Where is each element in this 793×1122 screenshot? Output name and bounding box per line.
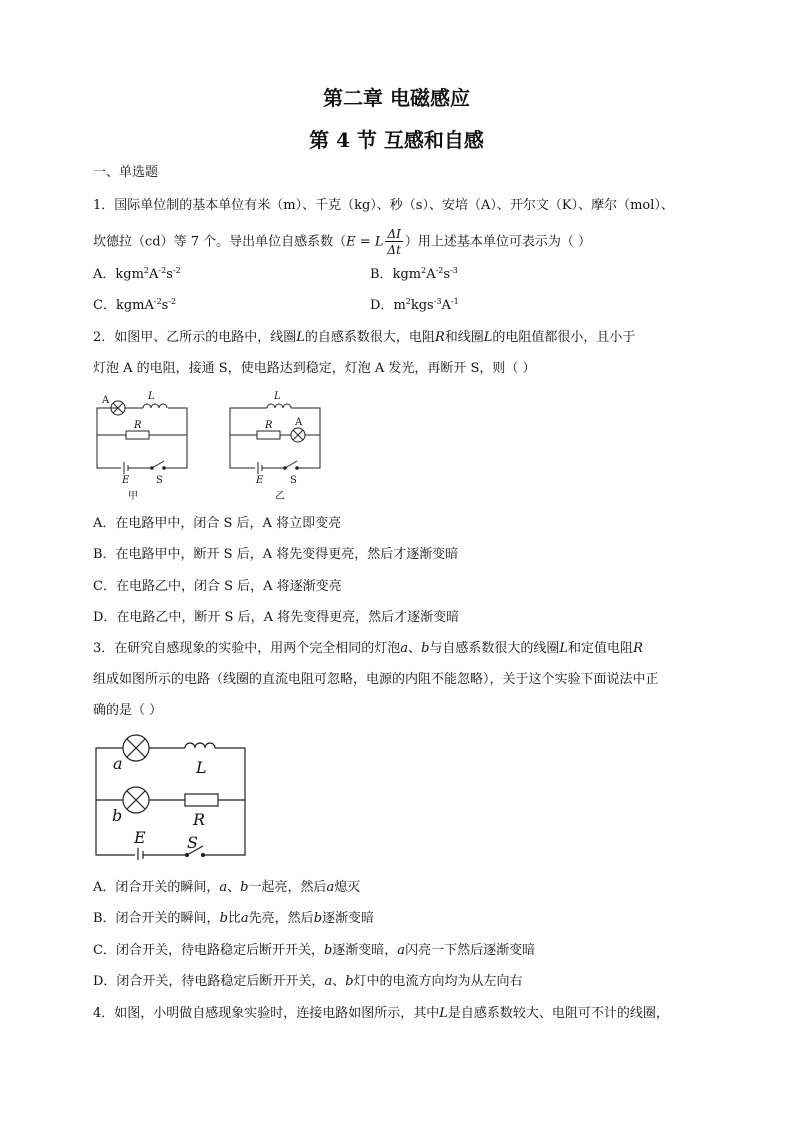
q2-line1-a: 2．如图甲、乙所示的电路中，线圈 [93,330,297,345]
q1-b-label: B． [370,267,393,282]
q3-option-d [93,975,523,988]
q1-d-m2: A [441,298,451,313]
q1-c-base: kgmA [115,298,154,313]
q1-d-s2: -3 [433,297,442,306]
q3-c-p1: C．闭合开关，待电路稳定后断开开关， [93,943,324,958]
q3-fig-b: b [112,806,123,825]
q1-d-m1: kgs [410,298,434,313]
q3-d-p2: 、 [332,974,346,989]
q1-option-c [93,299,176,312]
q3-var-a: a [400,641,409,656]
q1-b-s1: 2 [421,266,427,275]
q2-fig-right-E: E [256,475,264,486]
q1-b-m1: A [426,267,436,282]
q3-option-b [93,912,374,925]
q1-d-s1: 2 [405,297,411,306]
q2-line1-b: 的自感系数很大，电阻 [304,330,435,345]
q2-fig-right-caption: 乙 [275,491,285,502]
q3-fig-a: a [113,754,123,773]
q3-a-p3: 一起亮，然后 [248,880,327,895]
q4-line1-b: 是自感系数较大、电阻可不计的线圈， [447,1006,669,1021]
q3-line1-a: 3．在研究自感现象的实验中，用两个完全相同的灯泡 [93,641,401,656]
q2-fig-left-E: E [122,475,130,486]
q3-c-p3: 闪亮一下然后逐渐变暗 [405,943,536,958]
q2-var-L2: L [483,330,493,345]
q1-eq-den: Δt [387,243,401,257]
q1-eq-eq: = [355,234,375,250]
q3-a-v2: b [240,880,249,895]
q1-line2-a: 坎德拉（cd）等 7 个。导出单位自感系数（ [93,234,347,250]
q1-a-s3: -2 [172,266,181,275]
q3-d-p1: D．闭合开关，待电路稳定后断开开关， [93,974,325,989]
q2-var-L1: L [296,330,305,345]
q3-fig-E: E [134,828,146,847]
q3-a-v3: a [326,880,335,895]
q3-b-v3: b [313,911,323,926]
q3-a-v1: a [219,880,228,895]
q1-c-s1: -2 [153,297,162,306]
q3-d-v1: a [324,974,333,989]
q3-b-p4: 逐渐变暗 [322,911,375,926]
q3-d-p3: 灯中的电流方向均为从左向右 [353,974,523,989]
q3-fig-S: S [187,833,198,852]
q2-var-R: R [434,330,445,345]
q3-c-v2: a [397,943,406,958]
q1-d-label: D． [370,298,394,313]
q1-b-base: kgm [392,267,422,282]
q1-a-s1: 2 [143,266,150,275]
q3-d-v2: b [345,974,354,989]
q2-fig-left-A: A [102,395,110,406]
q2-line2: 灯泡 A 的电阻，接通 S，使电路达到稳定，灯泡 A 发光，再断开 S，则（ ） [93,361,536,376]
q2-line1-d: 的电阻值都很小，且小于 [492,330,636,345]
q3-b-p3: 先亮，然后 [248,911,314,926]
q1-d-s3: -1 [450,297,459,306]
q2-fig-right-S: S [290,475,297,486]
q1-b-m2: s [443,267,451,282]
q1-a-m2: s [166,267,173,282]
q1-eq-L: L [374,234,384,250]
q3-line1-b: 、 [408,641,422,656]
q1-line2-b: ）用上述基本单位可表示为（ ） [404,234,591,250]
q2-fig-right-L: L [274,391,281,402]
q2-option-a: A．在电路甲中，闭合 S 后，A 将立即变亮 [93,516,342,531]
q1-b-s2: -2 [435,266,444,275]
q1-a-label: A． [93,267,116,282]
q2-option-d: D．在电路乙中，断开 S 后，A 将先变得更亮，然后才逐渐变暗 [93,610,460,625]
q3-line3: 确的是（ ） [93,703,163,718]
q2-line1 [93,331,635,344]
q1-eq-lhs: E [346,234,356,250]
q2-circuit-diagrams [90,388,330,503]
q3-line1-d: 和定值电阻 [568,641,634,656]
q1-a-base: kgm [115,267,144,282]
q3-c-v1: b [323,943,333,958]
q1-fraction [385,228,402,256]
section-label: 一、单选题 [93,165,159,180]
chapter-title: 第二章 电磁感应 [323,86,470,110]
q3-line2: 组成如图所示的电路（线圈的直流电阻可忽略，电源的内阻不能忽略），关于这个实验下面说法中正 [93,672,659,687]
q1-c-s2: -2 [168,297,177,306]
q1-a-s2: -2 [158,266,167,275]
q3-a-p1: A．闭合开关的瞬间， [93,880,220,895]
q2-line1-c: 和线圈 [444,330,484,345]
q3-b-p1: B．闭合开关的瞬间， [93,911,220,926]
q1-option-d [370,299,459,312]
q3-var-L: L [559,641,569,656]
q2-fig-left-L: L [148,391,155,402]
q1-option-a [93,268,181,281]
q3-a-p4: 熄灭 [334,880,361,895]
q3-line1 [93,642,643,655]
q1-line1: 1．国际单位制的基本单位有米（m）、千克（kg）、秒（s）、安培（A）、开尔文（K）、摩尔（mol）、 [93,198,674,213]
q1-c-label: C． [93,298,116,313]
q3-b-v1: b [219,911,228,926]
q2-fig-left-S: S [156,475,163,486]
q3-option-a [93,881,360,894]
section-title: 第 4 节 互感和自感 [309,128,484,152]
q2-option-b: B．在电路甲中，断开 S 后，A 将先变得更亮，然后才逐渐变暗 [93,547,459,562]
q1-c-m1: s [161,298,169,313]
q3-fig-R: R [193,810,206,829]
q3-b-v2: a [240,911,249,926]
q3-circuit-diagram [90,732,255,860]
q1-b-s3: -3 [450,266,458,275]
q3-var-R: R [633,641,643,656]
q1-a-m1: A [149,267,159,282]
q2-fig-right-R: R [265,420,273,431]
q4-line1-a: 4．如图，小明做自感现象实验时，连接电路如图所示，其中 [93,1006,440,1021]
q4-var-L: L [439,1006,448,1021]
q1-d-base: m [393,298,406,313]
q3-fig-L: L [196,758,207,777]
q1-line2 [93,228,591,256]
q3-line1-c: 与自感系数很大的线圈 [429,641,560,656]
q3-c-p2: 逐渐变暗， [332,943,398,958]
q3-a-p2: 、 [227,880,241,895]
q2-fig-left-R: R [134,420,142,431]
q2-fig-left-caption: 甲 [128,491,138,502]
q2-option-c: C．在电路乙中，闭合 S 后，A 将逐渐变亮 [93,579,342,594]
q3-var-b: b [421,641,430,656]
q3-b-p2: 比 [227,911,241,926]
q1-eq-num: ΔI [387,227,401,241]
q3-option-c [93,944,535,957]
q2-fig-right-A: A [295,417,303,428]
q1-option-b [370,268,458,281]
q4-line1 [93,1007,669,1020]
